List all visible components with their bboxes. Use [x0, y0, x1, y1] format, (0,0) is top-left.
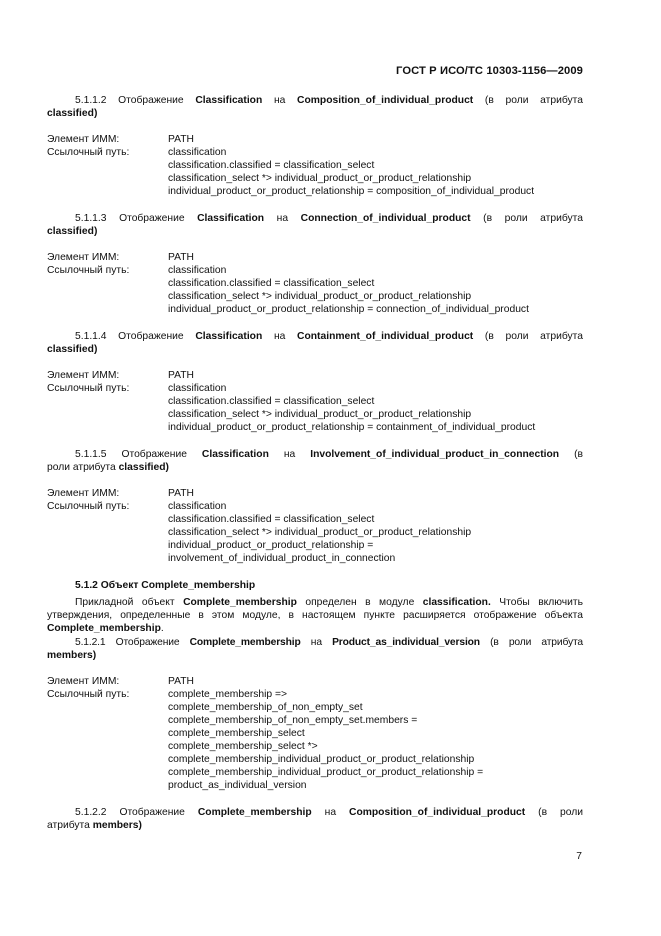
ref-path-line: classification — [168, 501, 227, 512]
ref-path-line: individual_product_or_product_relationship = containment_of_individual_product — [168, 422, 536, 433]
ref-path-line: classification_select *> individual_product_or_product_relationship — [168, 409, 472, 420]
clause-heading-5-1-1-2: 5.1.1.2 Отображение Classification на Composition_of_individual_product (в роли атрибута — [75, 95, 583, 106]
element-value: PATH — [168, 134, 194, 145]
page-number: 7 — [576, 851, 582, 862]
ref-path-line: involvement_of_individual_product_in_connection — [168, 553, 396, 564]
element-value: PATH — [168, 676, 194, 687]
ref-path-line: classification.classified = classification_select — [168, 160, 375, 171]
ref-path-line: classification — [168, 147, 227, 158]
clause-heading-5-1-1-5: 5.1.1.5 Отображение Classification на Involvement_of_individual_product_in_connection (в — [75, 449, 583, 460]
element-value: PATH — [168, 370, 194, 381]
ref-path-label: Ссылочный путь: — [47, 689, 130, 700]
element-label: Элемент ИММ: — [47, 134, 120, 145]
ref-path-label: Ссылочный путь: — [47, 501, 130, 512]
ref-path-label: Ссылочный путь: — [47, 265, 130, 276]
ref-path-line: classification.classified = classification_select — [168, 396, 375, 407]
section-title-5-1-2: 5.1.2 Объект Complete_membership — [75, 580, 256, 591]
clause-heading-5-1-2-2: 5.1.2.2 Отображение Complete_membership на Composition_of_individual_product (в роли — [75, 807, 583, 818]
ref-path-line: classification.classified = classification_select — [168, 514, 375, 525]
ref-path-label: Ссылочный путь: — [47, 383, 130, 394]
section-paragraph: Прикладной объект Complete_membership определен в модуле classification. Чтобы включить утверждения, определенные в этом модуле, в настоящем пункте расширяется отображение объекта Complete_membership. — [47, 597, 583, 634]
element-label: Элемент ИММ: — [47, 252, 120, 263]
mapping-5-1-1-5 — [47, 487, 583, 565]
ref-path-line: classification_select *> individual_product_or_product_relationship — [168, 173, 472, 184]
element-value: PATH — [168, 488, 194, 499]
ref-path-line: classification — [168, 383, 227, 394]
ref-path-line: complete_membership_individual_product_or_product_relationship — [168, 754, 475, 765]
clause-heading-5-1-2-1: 5.1.2.1 Отображение Complete_membership на Product_as_individual_version (в роли атрибута — [75, 637, 584, 648]
element-value: PATH — [168, 252, 194, 263]
ref-path-line: complete_membership_of_non_empty_set — [168, 702, 363, 713]
page-body — [47, 94, 583, 845]
ref-path-line: individual_product_or_product_relationship = connection_of_individual_product — [168, 304, 529, 315]
clause-heading-5-1-1-5-cont: роли атрибута classified) — [47, 462, 169, 473]
ref-path-line: individual_product_or_product_relationship = — [168, 540, 374, 551]
ref-path-line: complete_membership_select *> — [168, 741, 318, 752]
ref-path-label: Ссылочный путь: — [47, 147, 130, 158]
ref-path-line: complete_membership_select — [168, 728, 305, 739]
element-label: Элемент ИММ: — [47, 488, 120, 499]
clause-heading-5-1-2-2-cont: атрибута members) — [47, 820, 142, 831]
clause-heading-5-1-1-4: 5.1.1.4 Отображение Classification на Containment_of_individual_product (в роли атрибута — [75, 331, 583, 342]
mapping-5-1-1-2 — [47, 133, 583, 198]
ref-path-line: complete_membership => — [168, 689, 288, 700]
clause-heading-5-1-1-3: 5.1.1.3 Отображение Classification на Connection_of_individual_product (в роли атрибута — [75, 213, 583, 224]
clause-heading-5-1-1-3-cont: classified) — [47, 226, 98, 237]
ref-path-line: complete_membership_of_non_empty_set.members = — [168, 715, 418, 726]
mapping-5-1-1-4 — [47, 369, 583, 434]
clause-heading-5-1-2-1-cont: members) — [47, 650, 97, 661]
ref-path-line: classification.classified = classification_select — [168, 278, 375, 289]
ref-path-line: classification_select *> individual_product_or_product_relationship — [168, 527, 472, 538]
ref-path-line: classification_select *> individual_product_or_product_relationship — [168, 291, 472, 302]
ref-path-line: product_as_individual_version — [168, 780, 307, 791]
mapping-5-1-1-3 — [47, 251, 583, 316]
element-label: Элемент ИММ: — [47, 676, 120, 687]
ref-path-line: classification — [168, 265, 227, 276]
ref-path-line: individual_product_or_product_relationship = composition_of_individual_product — [168, 186, 535, 197]
document-header: ГОСТ Р ИСО/ТС 10303-1156—2009 — [396, 65, 583, 77]
element-label: Элемент ИММ: — [47, 370, 120, 381]
clause-heading-5-1-1-4-cont: classified) — [47, 344, 98, 355]
ref-path-line: complete_membership_individual_product_or_product_relationship = — [168, 767, 484, 778]
mapping-5-1-2-1 — [47, 675, 583, 792]
clause-heading-5-1-1-2-cont: classified) — [47, 108, 98, 119]
